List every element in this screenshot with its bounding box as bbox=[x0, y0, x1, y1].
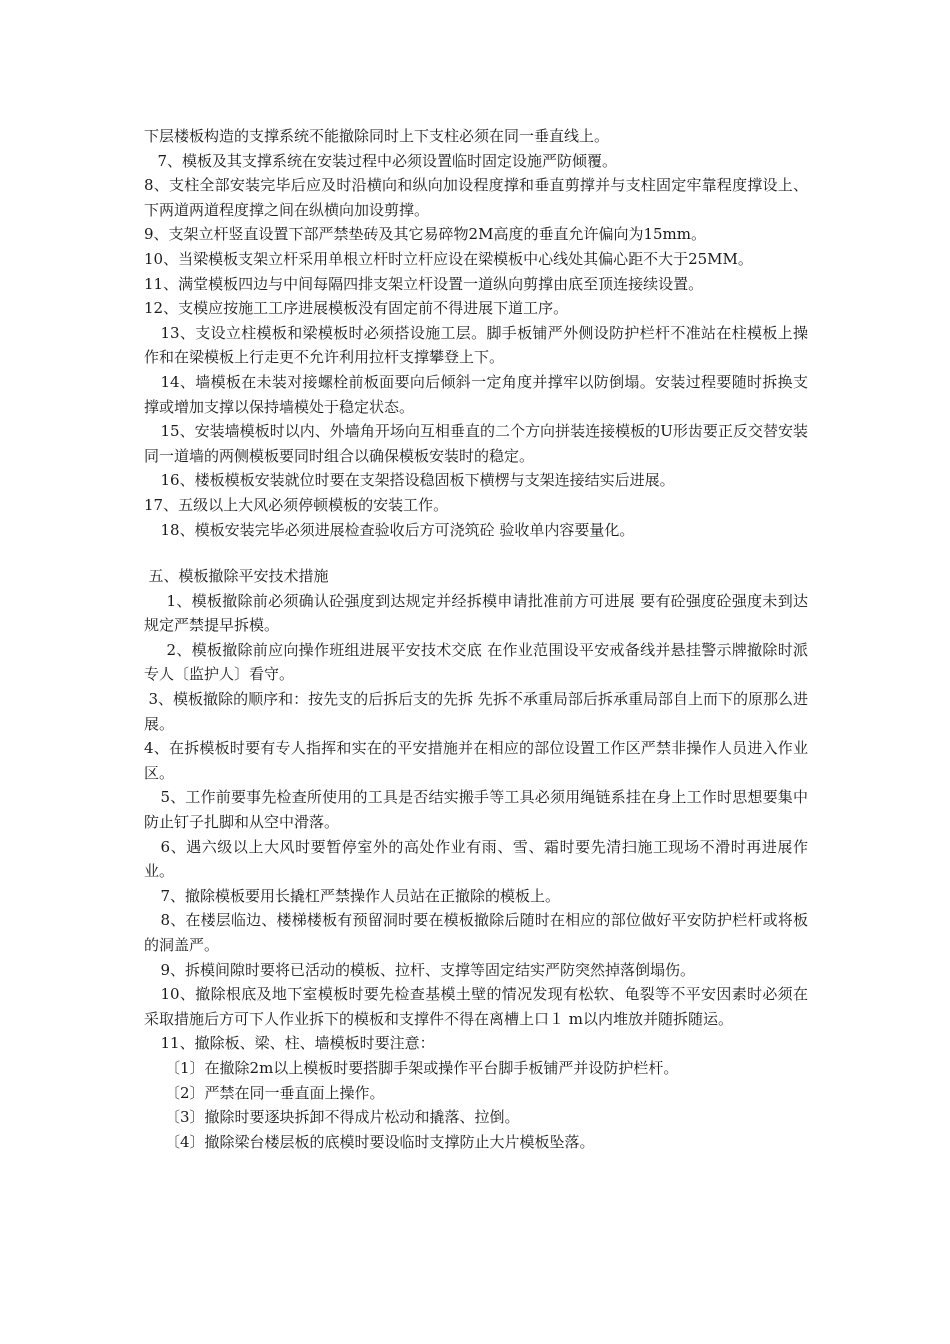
list-item: 〔3〕撤除时要逐块拆卸不得成片松动和撬落、拉倒。 bbox=[165, 1108, 520, 1127]
paragraph: 17、五级以上大风必须停顿模板的安装工作。 bbox=[144, 495, 449, 514]
paragraph: 3、模板撤除的顺序和：按先支的后拆后支的先拆 先拆不承重局部后拆承重局部自上而下的原那么进展。 bbox=[144, 690, 808, 733]
paragraph: 2、模板撤除前应向操作班组进展平安技术交底 在作业范围设平安戒备线并悬挂警示牌撤除时派专人〔监护人〕看守。 bbox=[144, 640, 808, 684]
paragraph: 11、撤除板、梁、柱、墙模板时要注意： bbox=[160, 1034, 435, 1053]
paragraph: 8、在楼层临边、楼梯楼板有预留洞时要在模板撤除后随时在相应的部位做好平安防护栏杆或将板的洞盖严。 bbox=[144, 911, 808, 954]
paragraph: 15、安装墙模板时以内、外墙角开场向互相垂直的二个方向拼装连接模板的U形齿要正反交替安装同一道墙的两侧模板要同时组合以确保模板安装时的稳定。 bbox=[144, 422, 808, 465]
list-item: 〔4〕撤除梁台楼层板的底模时要设临时支撑防止大片模板坠落。 bbox=[165, 1132, 595, 1151]
section-gap bbox=[144, 542, 808, 564]
list-item: 〔1〕在撤除2m以上模板时要搭脚手架或操作平台脚手板铺严并设防护栏杆。 bbox=[165, 1058, 679, 1077]
list-item: 〔2〕严禁在同一垂直面上操作。 bbox=[165, 1083, 385, 1102]
paragraph: 下层楼板构造的支撑系统不能撤除同时上下支柱必须在同一垂直线上。 bbox=[144, 127, 610, 145]
paragraph: 16、楼板模板安装就位时要在支架搭设稳固板下横楞与支架连接结实后进展。 bbox=[160, 471, 675, 490]
paragraph: 7、撤除模板要用长撬杠严禁操作人员站在正撤除的模板上。 bbox=[160, 886, 561, 905]
paragraph: 6、遇六级以上大风时要暂停室外的高处作业有雨、雪、霜时要先清扫施工现场不滑时再进展作业。 bbox=[144, 837, 808, 881]
paragraph: 12、支模应按施工工序进展模板没有固定前不得进展下道工序。 bbox=[144, 299, 569, 318]
paragraph: 10、撤除根底及地下室模板时要先检查基模土壁的情况发现有松软、龟裂等不平安因素时必须在采取措施后方可下人作业拆下的模板和支撑件不得在离槽上口１ m以内堆放并随拆随运。 bbox=[144, 985, 808, 1028]
paragraph: 4、在拆模板时要有专人指挥和实在的平安措施并在相应的部位设置工作区严禁非操作人员进入作业区。 bbox=[144, 739, 808, 782]
paragraph: 18、模板安装完毕必须进展检查验收后方可浇筑砼 验收单内容要量化。 bbox=[160, 520, 635, 539]
paragraph: 7、模板及其支撑系统在安装过程中必须设置临时固定设施严防倾覆。 bbox=[157, 151, 618, 170]
section-heading: 五、模板撤除平安技术措施 bbox=[148, 567, 329, 586]
paragraph: 14、墙模板在未装对接螺栓前板面要向后倾斜一定角度并撑牢以防倒塌。安装过程要随时拆换支撑或增加支撑以保持墙模处于稳定状态。 bbox=[144, 372, 808, 416]
paragraph: 1、模板撤除前必须确认砼强度到达规定并经拆模申请批准前方可进展 要有砼强度砼强度未到达规定严禁提早拆模。 bbox=[144, 591, 808, 635]
paragraph: 9、支架立杆竖直设置下部严禁垫砖及其它易碎物2M高度的垂直允许偏向为15mm。 bbox=[144, 225, 706, 244]
paragraph: 11、满堂模板四边与中间每隔四排支架立杆设置一道纵向剪撑由底至顶连接续设置。 bbox=[144, 274, 704, 293]
document-body bbox=[144, 124, 808, 1154]
paragraph: 10、当梁模板支架立杆采用单根立杆时立杆应设在梁模板中心线处其偏心距不大于25MM。 bbox=[144, 249, 753, 268]
paragraph: 5、工作前要事先检查所使用的工具是否结实搬手等工具必须用绳链系挂在身上工作时思想要集中防止钉子扎脚和从空中滑落。 bbox=[144, 788, 808, 832]
paragraph: 8、支柱全部安装完毕后应及时沿横向和纵向加设程度撑和垂直剪撑并与支柱固定牢靠程度撑设上、下两道两道程度撑之间在纵横向加设剪撑。 bbox=[144, 176, 808, 219]
paragraph: 9、拆模间隙时要将已活动的模板、拉杆、支撑等固定结实严防突然掉落倒塌伤。 bbox=[160, 960, 696, 979]
paragraph: 13、支设立柱模板和梁模板时必须搭设施工层。脚手板铺严外侧设防护栏杆不准站在柱模板上操作和在梁模板上行走更不允许利用拉杆支撑攀登上下。 bbox=[144, 323, 808, 367]
